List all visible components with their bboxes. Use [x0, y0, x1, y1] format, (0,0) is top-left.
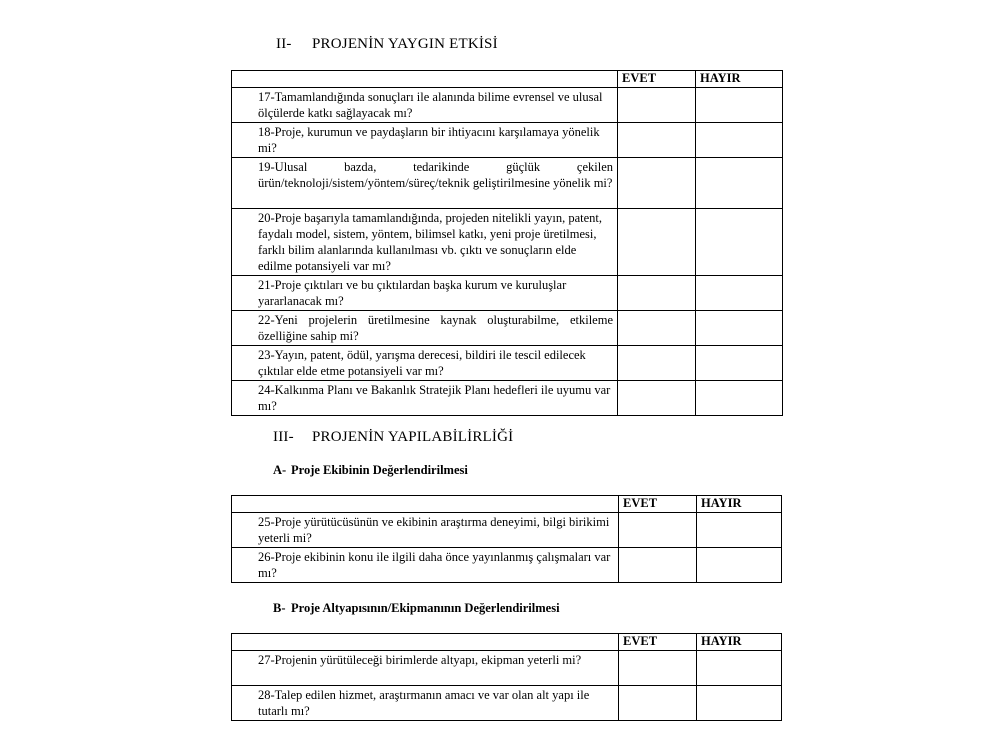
header-blank-cell — [232, 634, 619, 651]
subsection-a-number: A- — [273, 463, 287, 477]
answer-evet-cell[interactable] — [618, 311, 696, 346]
header-hayir: HAYIR — [696, 71, 783, 88]
table-row — [232, 276, 783, 311]
answer-hayir-cell[interactable] — [696, 346, 783, 381]
header-evet: EVET — [619, 634, 697, 651]
table-header-row — [232, 496, 782, 513]
answer-evet-cell[interactable] — [619, 686, 697, 721]
answer-evet-cell[interactable] — [618, 88, 696, 123]
question-22: 22-Yeni projelerin üretilmesine kaynak oluşturabilme, etkileme özelliğine sahip mi? — [232, 311, 618, 346]
question-20: 20-Proje başarıyla tamamlandığında, projeden nitelikli yayın, patent, faydalı model, sistem, yöntem, bilimsel katkı, yeni proje üretilmesi, farklı bilim alanlarında kullanılması vb. çıktı ve sonuçların elde edilme potansiyeli var mı? — [232, 209, 618, 276]
answer-hayir-cell[interactable] — [696, 276, 783, 311]
header-blank-cell — [232, 71, 618, 88]
answer-evet-cell[interactable] — [618, 158, 696, 209]
question-18: 18-Proje, kurumun ve paydaşların bir ihtiyacını karşılamaya yönelik mi? — [232, 123, 618, 158]
subsection-a-heading — [273, 463, 468, 478]
answer-hayir-cell[interactable] — [697, 651, 782, 686]
impact-questions-table — [231, 70, 783, 416]
table-row — [232, 651, 782, 686]
question-28: 28-Talep edilen hizmet, araştırmanın amacı ve var olan alt yapı ile tutarlı mı? — [232, 686, 619, 721]
team-questions-table — [231, 495, 782, 583]
answer-hayir-cell[interactable] — [697, 548, 782, 583]
subsection-b-number: B- — [273, 601, 286, 615]
question-23: 23-Yayın, patent, ödül, yarışma derecesi, bildiri ile tescil edilecek çıktılar elde etme potansiyeli var mı? — [232, 346, 618, 381]
question-27: 27-Projenin yürütüleceği birimlerde altyapı, ekipman yeterli mi? — [232, 651, 619, 686]
answer-hayir-cell[interactable] — [697, 686, 782, 721]
question-26: 26-Proje ekibinin konu ile ilgili daha önce yayınlanmış çalışmaları var mı? — [232, 548, 619, 583]
subsection-a-title: Proje Ekibinin Değerlendirilmesi — [291, 463, 468, 477]
header-blank-cell — [232, 496, 619, 513]
header-hayir: HAYIR — [697, 634, 782, 651]
section-3-heading — [273, 429, 513, 446]
answer-evet-cell[interactable] — [619, 513, 697, 548]
answer-hayir-cell[interactable] — [696, 123, 783, 158]
section-3-title: PROJENİN YAPILABİLİRLİĞİ — [312, 429, 514, 445]
answer-hayir-cell[interactable] — [696, 311, 783, 346]
question-24: 24-Kalkınma Planı ve Bakanlık Stratejik Planı hedefleri ile uyumu var mı? — [232, 381, 618, 416]
table-row — [232, 686, 782, 721]
table-header-row — [232, 634, 782, 651]
table-row — [232, 123, 783, 158]
question-17: 17-Tamamlandığında sonuçları ile alanında bilime evrensel ve ulusal ölçülerde katkı sağlayacak mı? — [232, 88, 618, 123]
table-row — [232, 513, 782, 548]
table-row — [232, 158, 783, 209]
table-row — [232, 381, 783, 416]
answer-hayir-cell[interactable] — [696, 381, 783, 416]
header-hayir: HAYIR — [697, 496, 782, 513]
table-row — [232, 209, 783, 276]
answer-hayir-cell[interactable] — [697, 513, 782, 548]
header-evet: EVET — [618, 71, 696, 88]
answer-evet-cell[interactable] — [618, 381, 696, 416]
subsection-b-title: Proje Altyapısının/Ekipmanının Değerlendirilmesi — [291, 601, 560, 615]
answer-hayir-cell[interactable] — [696, 88, 783, 123]
table-row — [232, 346, 783, 381]
infrastructure-questions-table — [231, 633, 782, 721]
section-2-heading — [276, 36, 498, 53]
answer-evet-cell[interactable] — [619, 651, 697, 686]
answer-evet-cell[interactable] — [618, 209, 696, 276]
answer-evet-cell[interactable] — [618, 276, 696, 311]
header-evet: EVET — [619, 496, 697, 513]
table-row — [232, 311, 783, 346]
table-row — [232, 88, 783, 123]
question-21: 21-Proje çıktıları ve bu çıktılardan başka kurum ve kuruluşlar yararlanacak mı? — [232, 276, 618, 311]
answer-evet-cell[interactable] — [619, 548, 697, 583]
section-2-title: PROJENİN YAYGIN ETKİSİ — [312, 36, 498, 52]
table-header-row — [232, 71, 783, 88]
section-3-number: III- — [273, 429, 294, 445]
answer-hayir-cell[interactable] — [696, 158, 783, 209]
answer-evet-cell[interactable] — [618, 346, 696, 381]
section-2-number: II- — [276, 36, 292, 52]
question-25: 25-Proje yürütücüsünün ve ekibinin araştırma deneyimi, bilgi birikimi yeterli mi? — [232, 513, 619, 548]
question-19: 19-Ulusal bazda, tedarikinde güçlük çekilen ürün/teknoloji/sistem/yöntem/süreç/teknik geliştirilmesine yönelik mi? — [232, 158, 618, 209]
answer-hayir-cell[interactable] — [696, 209, 783, 276]
subsection-b-heading — [273, 601, 560, 616]
answer-evet-cell[interactable] — [618, 123, 696, 158]
table-row — [232, 548, 782, 583]
